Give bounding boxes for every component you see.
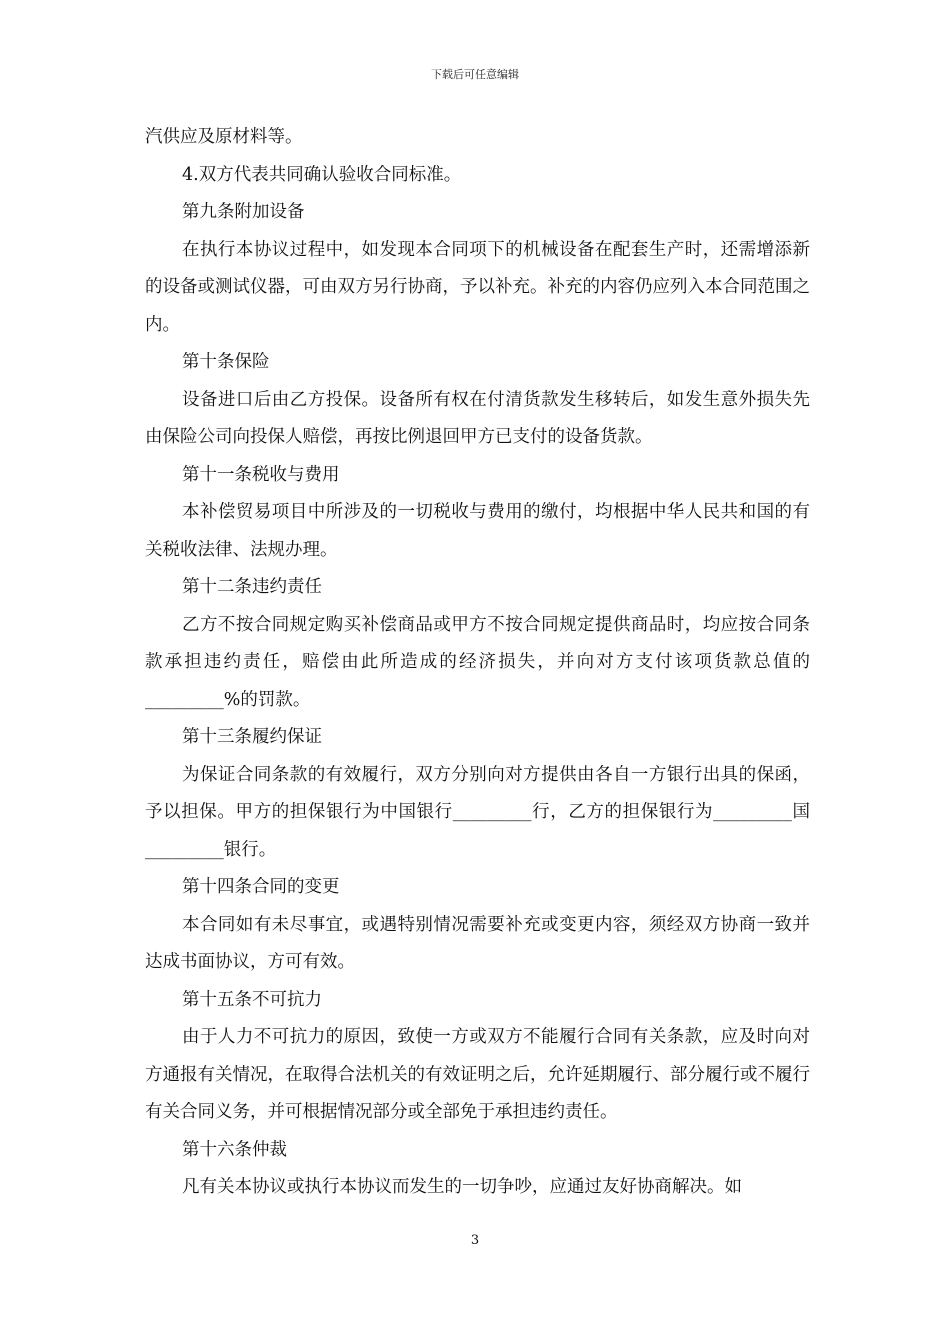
paragraph: 为保证合同条款的有效履行，双方分别向对方提供由各自一方银行出具的保函，予以担保。甲方的担保银行为中国银行_________行，乙方的担保银行为_________国_________银行。 bbox=[145, 764, 810, 860]
paragraph: 汽供应及原材料等。 bbox=[145, 127, 303, 147]
list-item: 4.双方代表共同确认验收合同标准。 bbox=[182, 164, 462, 185]
article-heading: 第十五条不可抗力 bbox=[182, 989, 322, 1010]
paragraph: 凡有关本协议或执行本协议而发生的一切争吵，应通过友好协商解决。如 bbox=[182, 1177, 742, 1197]
article-heading: 第十一条税收与费用 bbox=[182, 464, 340, 485]
paragraph: 在执行本协议过程中，如发现本合同项下的机械设备在配套生产时，还需增添新的设备或测试仪器，可由双方另行协商，予以补充。补充的内容仍应列入本合同范围之内。 bbox=[145, 239, 810, 335]
article-heading: 第九条附加设备 bbox=[182, 202, 305, 222]
article-heading: 第十条保险 bbox=[182, 352, 270, 372]
article-heading: 第十四条合同的变更 bbox=[182, 877, 340, 897]
paragraph: 由于人力不可抗力的原因，致使一方或双方不能履行合同有关条款，应及时向对方通报有关情况，在取得合法机关的有效证明之后，允许延期履行、部分履行或不履行有关合同义务，并可根据情况部分或全部免于承担违约责任。 bbox=[145, 1027, 810, 1122]
article-heading: 第十六条仲裁 bbox=[182, 1139, 287, 1160]
document-body bbox=[145, 119, 810, 1207]
article-heading: 第十二条违约责任 bbox=[182, 577, 322, 597]
page-header: 下载后可任意编辑 bbox=[431, 68, 519, 81]
article-heading: 第十三条履约保证 bbox=[182, 727, 322, 747]
paragraph: 本补偿贸易项目中所涉及的一切税收与费用的缴付，均根据中华人民共和国的有关税收法律、法规办理。 bbox=[145, 502, 810, 560]
paragraph: 设备进口后由乙方投保。设备所有权在付清货款发生移转后，如发生意外损失先由保险公司向投保人赔偿，再按比例退回甲方已支付的设备货款。 bbox=[145, 389, 810, 447]
paragraph: 乙方不按合同规定购买补偿商品或甲方不按合同规定提供商品时，均应按合同条款承担违约责任，赔偿由此所造成的经济损失，并向对方支付该项货款总值的_________%的罚款。 bbox=[145, 614, 810, 710]
page-number: 3 bbox=[470, 1233, 480, 1248]
paragraph: 本合同如有未尽事宜，或遇特别情况需要补充或变更内容，须经双方协商一致并达成书面协议，方可有效。 bbox=[145, 914, 810, 972]
